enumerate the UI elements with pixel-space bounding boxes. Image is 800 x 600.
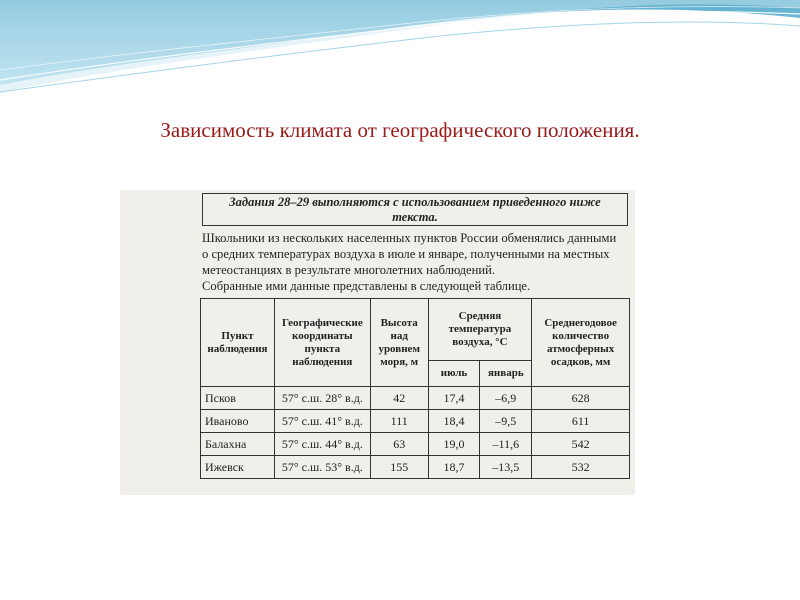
- cell-january: –6,9: [480, 387, 532, 410]
- cell-point: Балахна: [201, 433, 275, 456]
- cell-january: –11,6: [480, 433, 532, 456]
- table-row: [201, 387, 630, 410]
- scanned-task-image: [120, 190, 635, 495]
- task-header-line-1: Задания 28–29 выполняются с использованием приведенного ниже: [229, 195, 601, 209]
- header-coords: Географические координаты пункта наблюдения: [274, 299, 370, 387]
- header-july: июль: [428, 361, 480, 387]
- header-january: январь: [480, 361, 532, 387]
- table-row: [201, 410, 630, 433]
- intro-line: метеостанциях в результате многолетних наблюдений.: [202, 263, 495, 277]
- task-intro-text: [202, 230, 630, 294]
- cell-height: 111: [370, 410, 428, 433]
- intro-line: Собранные ими данные представлены в следующей таблице.: [202, 279, 531, 293]
- cell-january: –9,5: [480, 410, 532, 433]
- cell-precip: 628: [532, 387, 630, 410]
- climate-data-table: [200, 298, 630, 479]
- header-wave-decoration: [0, 0, 800, 100]
- task-header-line-2: текста.: [392, 210, 438, 224]
- table-row: [201, 456, 630, 479]
- cell-july: 18,7: [428, 456, 480, 479]
- task-header-box: [202, 193, 628, 226]
- intro-line: Школьники из нескольких населенных пунктов России обменялись данными: [202, 231, 617, 245]
- cell-coords: 57° с.ш. 53° в.д.: [274, 456, 370, 479]
- header-height: Высота над уровнем моря, м: [370, 299, 428, 387]
- cell-height: 42: [370, 387, 428, 410]
- header-precip: Среднегодовое количество атмосферных осадков, мм: [532, 299, 630, 387]
- cell-coords: 57° с.ш. 44° в.д.: [274, 433, 370, 456]
- cell-point: Псков: [201, 387, 275, 410]
- cell-coords: 57° с.ш. 41° в.д.: [274, 410, 370, 433]
- cell-january: –13,5: [480, 456, 532, 479]
- cell-precip: 611: [532, 410, 630, 433]
- cell-height: 155: [370, 456, 428, 479]
- cell-point: Ижевск: [201, 456, 275, 479]
- slide-title: Зависимость климата от географического положения.: [160, 118, 640, 142]
- cell-point: Иваново: [201, 410, 275, 433]
- cell-july: 17,4: [428, 387, 480, 410]
- cell-precip: 532: [532, 456, 630, 479]
- cell-july: 19,0: [428, 433, 480, 456]
- intro-line: о средних температурах воздуха в июле и январе, полученными на местных: [202, 247, 610, 261]
- cell-precip: 542: [532, 433, 630, 456]
- header-point: Пункт наблюдения: [201, 299, 275, 387]
- cell-july: 18,4: [428, 410, 480, 433]
- header-temp: Средняя температура воздуха, °С: [428, 299, 532, 361]
- table-row: [201, 433, 630, 456]
- cell-height: 63: [370, 433, 428, 456]
- cell-coords: 57° с.ш. 28° в.д.: [274, 387, 370, 410]
